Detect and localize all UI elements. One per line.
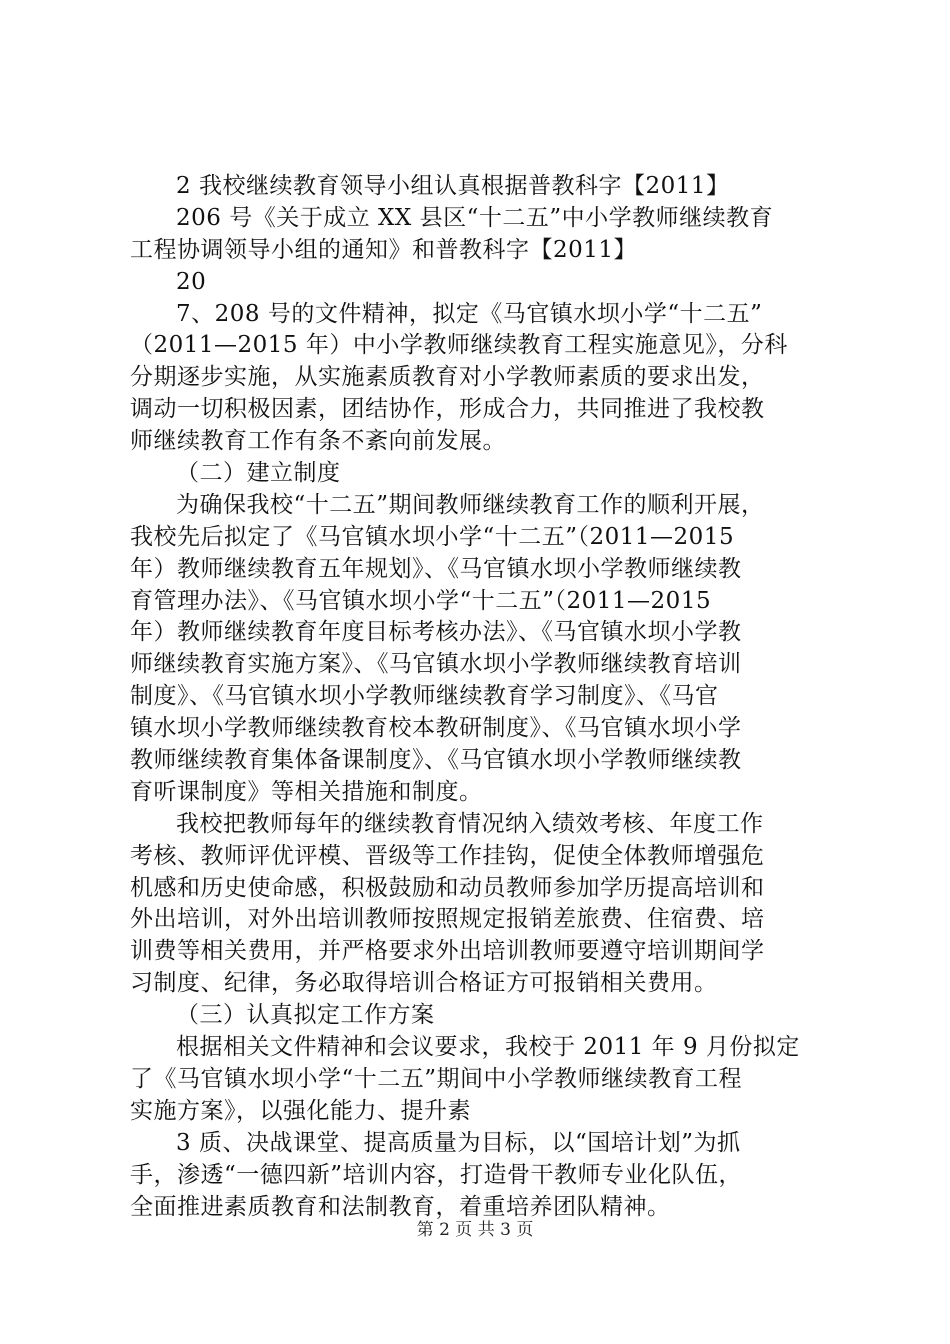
paragraph-line: 外出培训，对外出培训教师按照规定报销差旅费、住宿费、培 <box>130 906 765 933</box>
paragraph-line: 镇水坝小学教师继续教育校本教研制度》、《马官镇水坝小学 <box>130 715 742 742</box>
section-heading: （三）认真拟定工作方案 <box>176 1002 435 1029</box>
paragraph-line: 训费等相关费用，并严格要求外出培训教师要遵守培训期间学 <box>130 938 765 965</box>
paragraph-line: 考核、教师评优评模、晋级等工作挂钩，促使全体教师增强危 <box>130 842 765 869</box>
paragraph-line: 实施方案》，以强化能力、提升素 <box>130 1097 471 1124</box>
page-number-footer: 第 2 页 共 3 页 <box>416 1220 534 1240</box>
paragraph-line: 手，渗透“一德四新”培训内容，打造骨干教师专业化队伍， <box>130 1161 743 1188</box>
paragraph-line: 2 我校继续教育领导小组认真根据普教科字【2011】 <box>176 173 730 199</box>
paragraph-line: 我校把教师每年的继续教育情况纳入绩效考核、年度工作 <box>176 810 764 837</box>
section-heading: （二）建立制度 <box>176 460 341 487</box>
paragraph-line: 教师继续教育集体备课制度》、《马官镇水坝小学教师继续教 <box>130 747 742 774</box>
paragraph-line: 我校先后拟定了《马官镇水坝小学“十二五”（2011—2015 <box>130 523 735 550</box>
paragraph-line: 分期逐步实施，从实施素质教育对小学教师素质的要求出发， <box>130 364 765 391</box>
paragraph-line: 师继续教育实施方案》、《马官镇水坝小学教师继续教育培训 <box>130 651 742 678</box>
paragraph-line: 年）教师继续教育年度目标考核办法》、《马官镇水坝小学教 <box>130 619 742 646</box>
paragraph-line: 习制度、纪律，务必取得培训合格证方可报销相关费用。 <box>130 970 718 997</box>
paragraph-line: 了《马官镇水坝小学“十二五”期间中小学教师继续教育工程 <box>130 1065 743 1092</box>
paragraph-line: 调动一切积极因素，团结协作，形成合力，共同推进了我校教 <box>130 396 765 423</box>
paragraph-line: 全面推进素质教育和法制教育，着重培养团队精神。 <box>130 1193 671 1220</box>
paragraph-line: 根据相关文件精神和会议要求，我校于 2011 年 9 月份拟定 <box>176 1034 800 1061</box>
paragraph-line: 3 质、决战课堂、提高质量为目标，以“国培计划”为抓 <box>176 1129 741 1156</box>
paragraph-line: 育管理办法》、《马官镇水坝小学“十二五”（2011—2015 <box>130 587 712 614</box>
paragraph-line: 20 <box>176 268 207 295</box>
paragraph-line: 7、208 号的文件精神，拟定《马官镇水坝小学“十二五” <box>176 300 763 327</box>
paragraph-line: 育听课制度》等相关措施和制度。 <box>130 778 483 805</box>
paragraph-line: 年）教师继续教育五年规划》、《马官镇水坝小学教师继续教 <box>130 555 742 582</box>
document-body <box>130 171 830 1223</box>
paragraph-line: 206 号《关于成立 XX 县区“十二五”中小学教师继续教育 <box>176 204 774 231</box>
paragraph-line: 工程协调领导小组的通知》和普教科字【2011】 <box>130 236 638 263</box>
paragraph-line: （2011—2015 年）中小学教师继续教育工程实施意见》，分科 <box>130 332 788 359</box>
paragraph-line: 制度》、《马官镇水坝小学教师继续教育学习制度》、《马官 <box>130 683 719 710</box>
paragraph-line: 为确保我校“十二五”期间教师继续教育工作的顺利开展， <box>176 491 765 518</box>
paragraph-line: 师继续教育工作有条不紊向前发展。 <box>130 428 506 455</box>
paragraph-line: 机感和历史使命感，积极鼓励和动员教师参加学历提高培训和 <box>130 874 765 901</box>
